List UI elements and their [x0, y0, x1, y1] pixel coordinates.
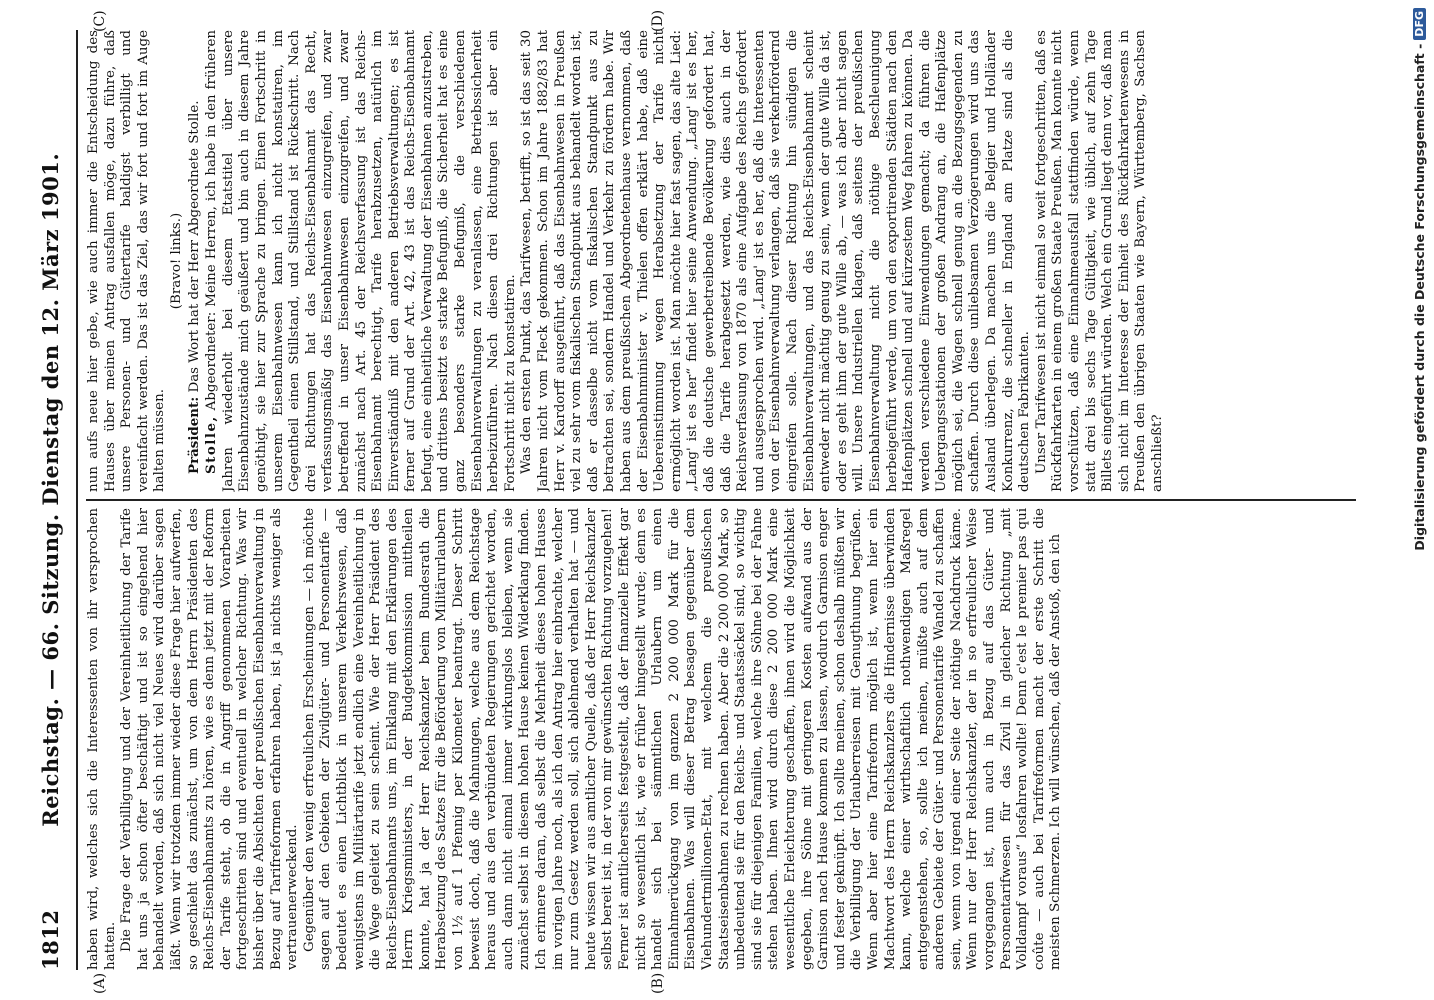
paragraph: Abgeordneter: Meine Herren, ich habe in den früheren Jahren wiederholt bei diesem Etatstitel über unsere Eisenbahnzustände mich geäußert und bin auch in diesem Jahre genöthigt, sie hier zur Sprache zu bringen. Einen Fortschritt in unserem Eisenbahnwesen kann ich nicht konstatiren, im Gegentheil einen Stillstand, und Stillstand ist Rückschritt. Nach drei Richtungen hat das Reichs-Eisenbahnamt das Recht, verfassungsmäßig das Eisenbahnwesen einzugreifen, und zwar betreffend in unser Eisenbahnwesen einzugreifen, und zwar zunächst nach Art. 45 der Reichsverfassung ist das Reichs-Eisenbahnamt berechtigt, Tarife herabzusetzen, natürlich im Einverständniß mit den anderen Betriebsverwaltungen; es ist ferner auf Grund der Art. 42, 43 ist das Reichs-Eisenbahnamt befugt, eine einheitliche Verwaltung der Eisenbahnen anzustreben, und drittens besitzt es starke Befugniß, die Sicherheit hat es eine ganz besonders starke Befugniß, die verschiedenen Eisenbahnverwaltungen zu veranlassen, eine Betriebssicherheit herbeizuführen. Nach diesen drei Richtungen ist aber ein Fortschritt nicht zu konstatiren.	[204, 30, 518, 492]
dfg-logo: DFG	[1413, 8, 1426, 40]
column-divider	[86, 499, 1356, 501]
margin-marker-d: (D)	[650, 9, 666, 32]
margin-marker-c: (C)	[92, 10, 108, 32]
header-rule	[76, 30, 78, 970]
text-columns	[86, 30, 1356, 970]
paragraph: Das Wort hat der Herr Abgeordnete Stolle.	[186, 100, 202, 393]
paragraph: Unser Tarifwesen ist nicht einmal so weit fortgeschritten, daß es Rückfahrkarten in einem großen Staate Preußen. Man konnte nicht vorschützen, daß eine Einnahmeausfall stattfinden würde, wenn statt drei bis sechs Tage Gültigkeit, wie üblich, auf zehn Tage Billets eingeführt würden. Welch ein Grund liegt denn vor, daß man sich nicht im Interesse der Einheit des Rückfahrkartenwesens in Preußen den übrigen Staaten wie Bayern, Württemberg, Sachsen anschließt?	[1033, 30, 1165, 492]
speaker-name: Stolle,	[203, 415, 220, 474]
margin-marker-a: (A)	[92, 972, 108, 994]
page-number: 1812	[37, 909, 63, 970]
speaker-name: Präsident:	[185, 396, 202, 474]
column-right	[86, 30, 1356, 492]
column-left	[86, 508, 1356, 970]
credit-text: Digitalisierung gefördert durch die Deutsche Forschungsgemeinschaft -	[1412, 43, 1427, 551]
paragraph: Was den ersten Punkt, das Tarifwesen, betrifft, so ist das seit 30 Jahren nicht vom Fleck gekommen. Schon im Jahre 1882/83 hat Herr v. Kardorff ausgeführt, daß das Eisenbahnwesen in Preußen viel zu sehr vom fiskalischen Standpunkt aus behandelt worden ist, daß er dasselbe nicht vom fiskalischen Standpunkt aus zu betrachten sei, sondern Handel und Verkehr zu fördern habe. Wir haben aus dem preußischen Abgeordnetenhause vernommen, daß der Eisenbahnminister v. Thielen offen erklärt habe, daß eine Uebereinstimmung wegen Herabsetzung der Tarife nicht ermöglicht worden ist. Man möchte hier fast sagen, das alte Lied: „Lang' ist es her“ findet hier seine Anwendung. „Lang' ist es her, daß die deutsche gewerbetreibende Bevölkerung gefordert hat, daß die Tarife herabgesetzt werden, wie dies auch in der Reichsverfassung von 1870 als eine Aufgabe des Reichs gefordert und ausgesprochen wird. „Lang' ist es her, daß die Interessenten von der Eisenbahnverwaltung verlangen, daß sie verkehrfördernd eingreifen solle. Nach dieser Richtung hin sündigen die Eisenbahnverwaltungen, und das Reichs-Eisenbahnamt scheint entweder nicht mächtig genug zu sein, wenn der gute Wille da ist, oder es geht ihm der gute Wille ab, — was ich aber nicht sagen will. Unsere Industriellen klagen, daß seitens der preußischen Eisenbahnverwaltung nicht die nöthige Beschleunigung herbeigeführt werde, um von den exportirenden Städten nach den Hafenplätzen schnell und auf kürzestem Weg fahren zu können. Da werden verschiedene Einwendungen gemacht; da führen die Uebergangsstationen der großen Andrang an, die Hafenplätze möglich sei, die Wagen schnell genug an die Bezugsgegenden zu schaffen. Durch diese unliebsamen Verzögerungen wird uns das Ausland überlegen. Da machen uns die Belgier und Holländer Konkurrenz, die schneller in England am Platze sind als die deutschen Fabrikanten.	[519, 30, 1033, 492]
paragraph: nun aufs neue hier gebe, wie auch immer die Entscheidung des Hauses über meinen Antrag ausfallen möge, dazu führe, daß unsere Personen- und Gütertarife baldigst verbilligt und vereinfacht werden. Das ist das Ziel, das wir fort und fort im Auge halten müssen.	[86, 30, 168, 492]
page-header	[28, 30, 72, 970]
applause-note: (Bravo! links.)	[168, 212, 184, 310]
digitization-credit	[1408, 8, 1430, 668]
paragraph: Gegenüber den wenig erfreulichen Erscheinungen — ich möchte sagen auf den Gebieten der Zivilgüter- und Personentarife — bedeutet es einen Lichtblick in unserem Verkehrswesen, daß wenigstens im Militärtarife jetzt endlich eine Vereinheitlichung in die Wege geleitet zu sein scheint. Wie der Herr Präsident des Reichs-Eisenbahnamts uns, im Einklang mit den Erklärungen des Herrn Kriegsministers, in der Budgetkommission mittheilen konnte, hat ja der Herr Reichskanzler beim Bundesrath die Herabsetzung des Satzes für die Beförderung von Militärurlaubern von 1½ auf 1 Pfennig per Kilometer beantragt. Dieser Schritt beweist doch, daß die Mahnungen, welche aus dem Reichstage heraus und aus den verbündeten Regierungen gerichtet worden, auch dann nicht einmal immer wirkungslos bleiben, wenn sie zunächst selbst in diesem hohen Hause keinen Widerklang finden. Ich erinnere daran, daß selbst die Mehrheit dieses hohen Hauses im vorigen Jahre noch, als ich den Antrag hier einbrachte, welcher nur zum Gesetz werden soll, sich ablehnend verhalten hat — und heute wissen wir aus amtlicher Quelle, daß der Herr Reichskanzler selbst bereit ist, in der von mir gewünschten Richtung vorzugehen! Ferner ist amtlicherseits festgestellt, daß der finanzielle Effekt gar nicht so wesentlich ist, wie er früher hingestellt wurde; denn es handelt sich bei sämmtlichen Urlaubern um einen Einnahmerückgang von im ganzen 2 200 000 Mark für die Eisenbahnen. Was will dieser Betrag besagen gegenüber dem Viehundertmillionen-Etat, mit welchem die preußischen Staatseisenbahnen zu rechnen haben. Aber die 2 200 000 Mark, so unbedeutend sie für den Reichs- und Staatssäckel sind, so wichtig sind sie für diejenigen Familien, welche ihre Söhne bei der Fahne stehen haben. Ihnen wird durch diese 2 200 000 Mark eine wesentliche Erleichterung geschaffen, ihnen wird die Möglichkeit gegeben, ihre Söhne mit geringeren Kosten aufwand aus der Garnison nach Hause kommen zu lassen, wodurch Garnison enger und fester geknüpft. Ich sollte meinen, schon deshalb müßten wir die Verbilligung der Urlauberreisen mit Genugthuung begrüßen. Wenn aber hier eine Tarifreform möglich ist, wenn hier ein Machtwort des Herrn Reichskanzlers die Hindernisse überwinden kann, welche einer wirthschaftlich nothwendigen Maßregel entgegenstehen, so, sollte ich meinen, müßte auch auf dem anderen Gebiete der Güter- und Personentarife Wandel zu schaffen sein, wenn von irgend einer Seite der nöthige Nachdruck käme. Wenn nur der Herr Reichskanzler, der in so erfreulicher Weise vorgegangen ist, nun auch in Bezug auf das Güter- und Personentarifwesen für das Zivil in gleicher Richtung „mit Volldampf voraus“ losfahren wollte! Denn c'est le premier pas qui coûte — auch bei Tarifreformen macht der erste Schritt die meisten Schmerzen. Ich will wünschen, daß der Anstoß, den ich	[301, 508, 1064, 970]
margin-marker-b: (B)	[650, 972, 666, 994]
paragraph: Die Frage der Verbilligung und der Vereinheitlichung der Tarife hat uns ja schon öfter beschäftigt und ist so eingehend hier behandelt worden, daß sich nicht viel Neues wird darüber sagen läßt. Wenn wir trotzdem immer wieder diese Frage hier aufwerfen, so geschieht das zunächst, um von dem Herrn Präsidenten des Reichs-Eisenbahnamts zu hören, wie es denn jetzt mit der Reform der Tarife steht, ob die in Angriff genommenen Vorarbeiten fortgeschritten sind und eventuell in welcher Richtung. Was wir bisher über die Absichten der preußischen Eisenbahnverwaltung in Bezug auf Tarifreformen erfahren haben, ist ja nichts weniger als vertrauenerweckend.	[119, 508, 301, 970]
paragraph: haben wird, welches sich die Interessenten von ihr versprochen hatten.	[86, 508, 118, 970]
page-title: Reichstag. — 66. Sitzung. Dienstag den 12. März 1901.	[37, 152, 63, 827]
